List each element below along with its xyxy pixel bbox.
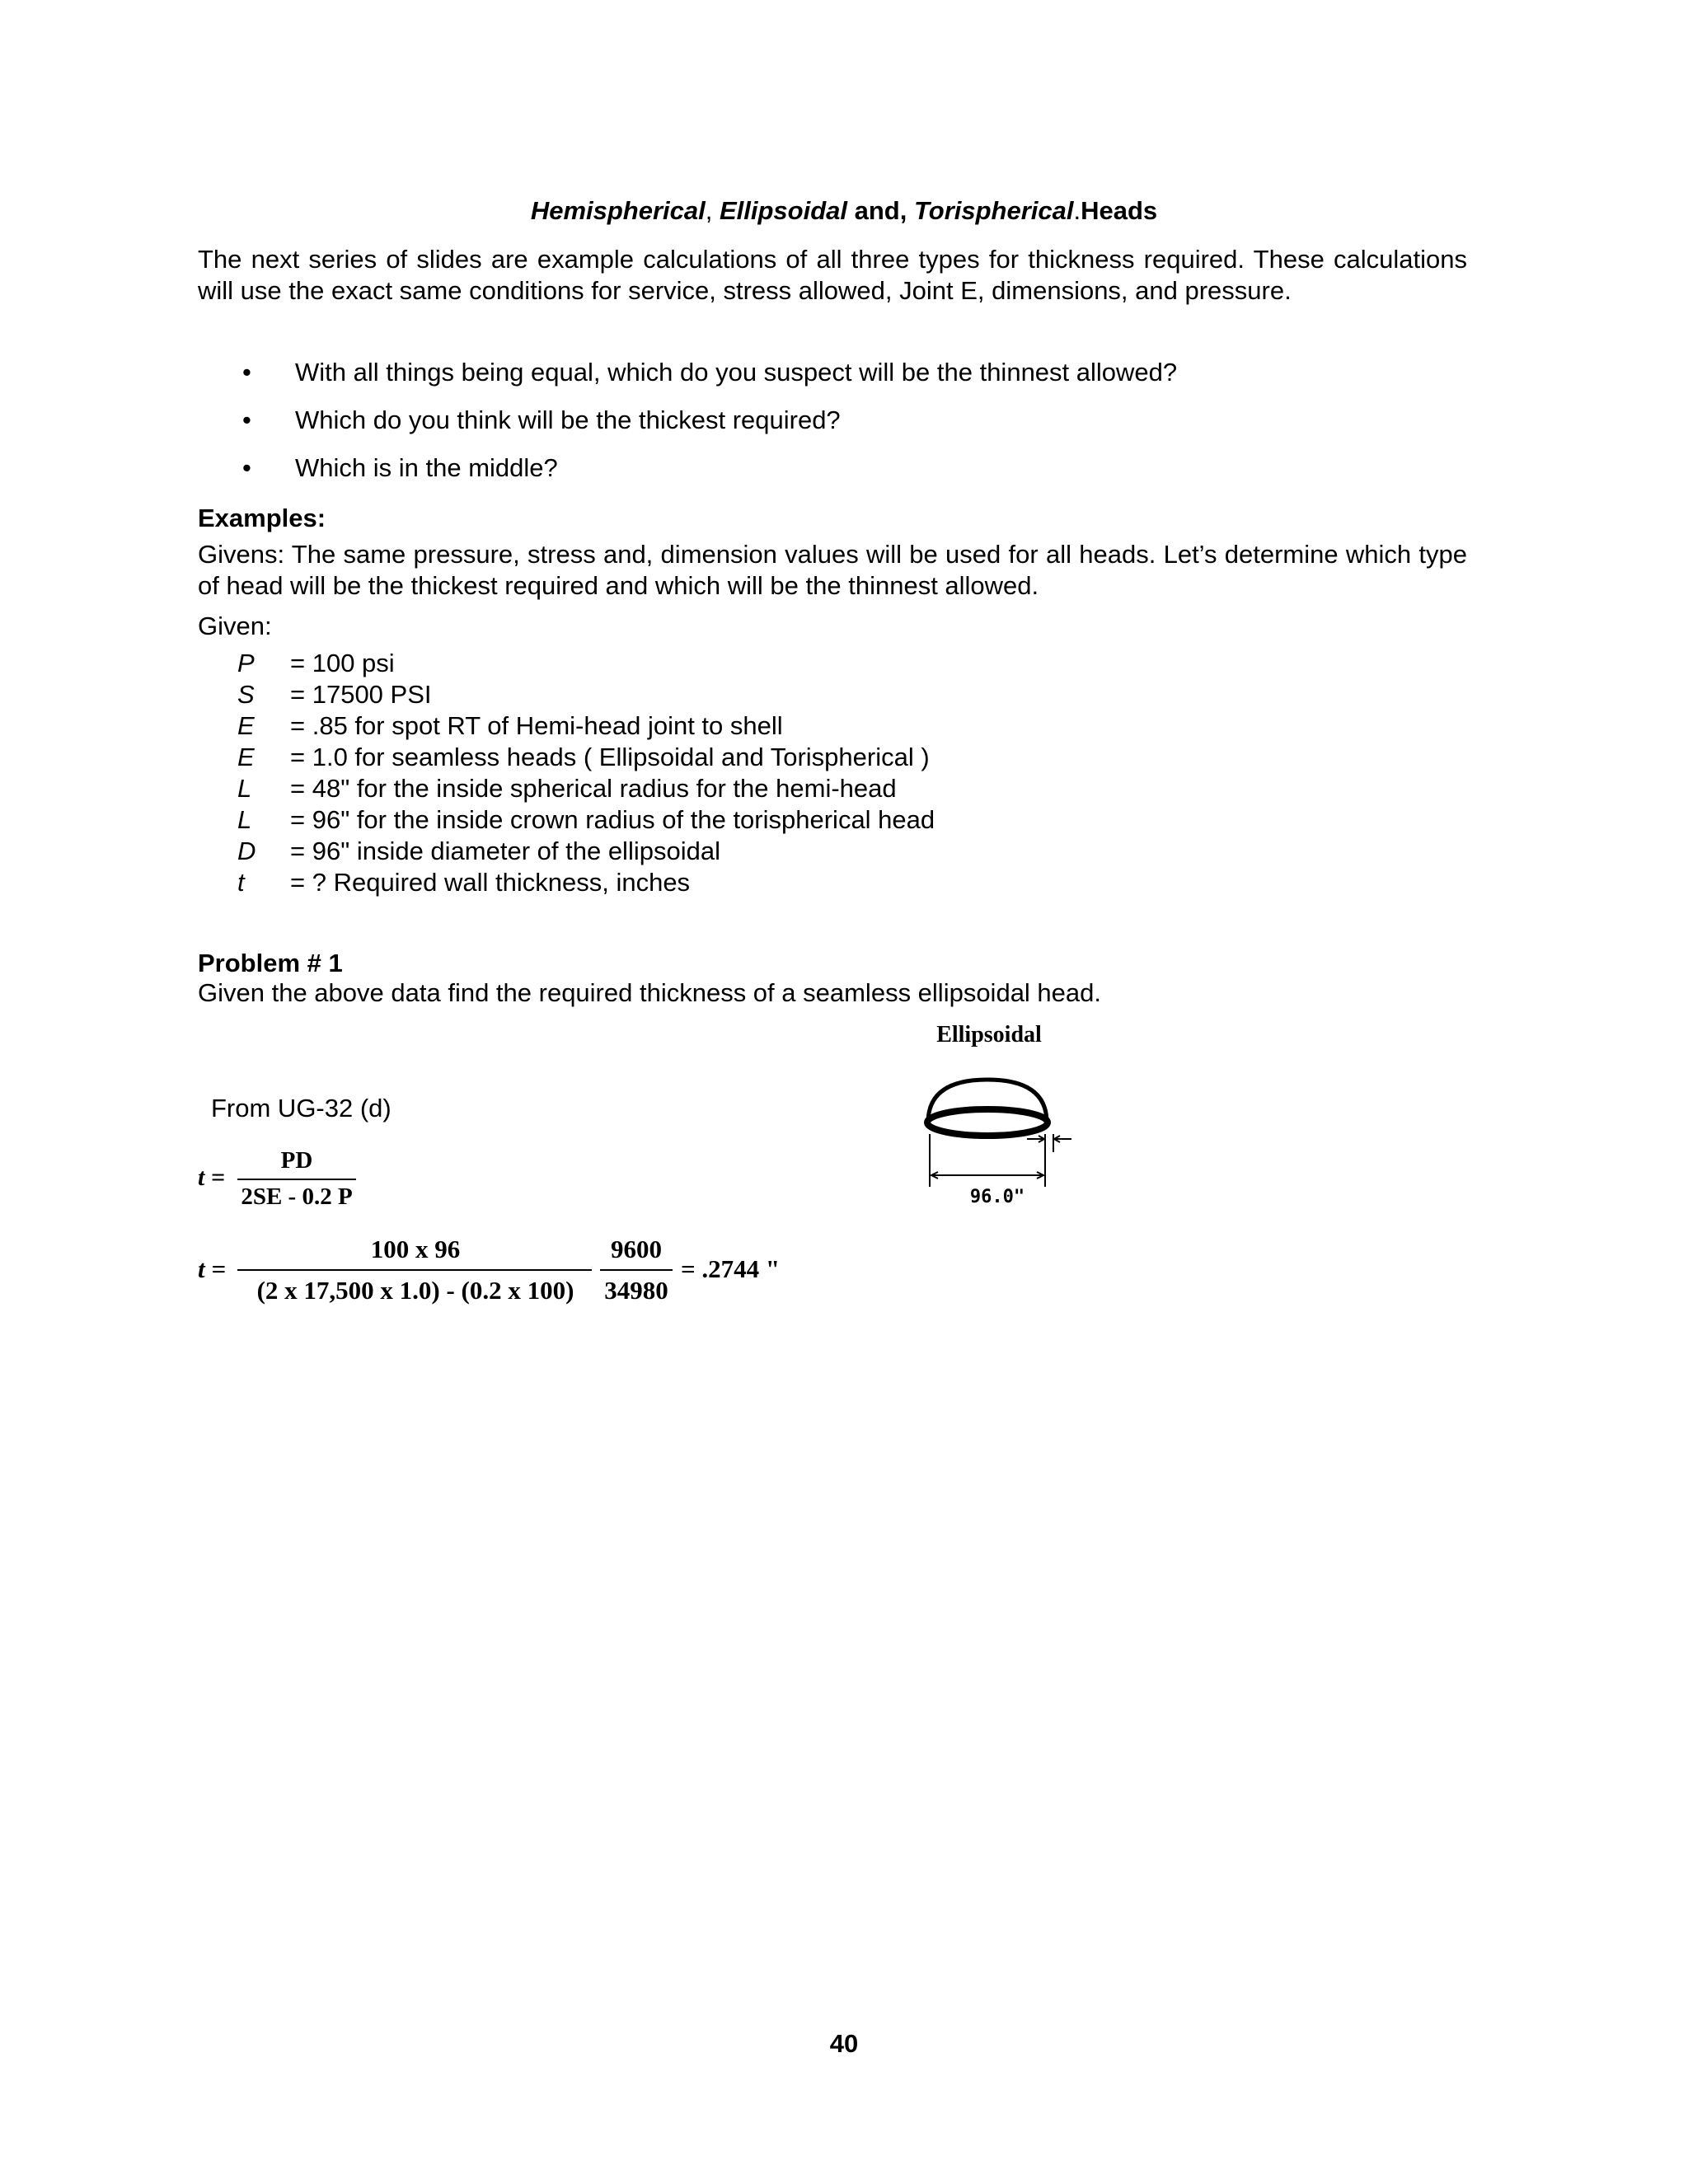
calc-fraction-bar xyxy=(237,1269,592,1271)
given-label: Given: xyxy=(198,612,272,640)
given-def: = 96" for the inside crown radius of the torispherical head xyxy=(290,805,935,834)
problem-heading: Problem # 1 xyxy=(198,949,343,977)
formula-denominator: 2SE - 0.2 P xyxy=(241,1183,353,1210)
calc-numerator: 100 x 96 xyxy=(370,1235,461,1263)
title-sep-1: , xyxy=(705,196,720,225)
given-var: L xyxy=(237,805,252,834)
diagram-dimension-label: 96.0" xyxy=(969,1187,1025,1207)
calc-result: = .2744 " xyxy=(681,1254,781,1283)
given-def: = 96" inside diameter of the ellipsoidal xyxy=(290,837,720,865)
given-var: L xyxy=(237,774,252,803)
title-hemispherical: Hemispherical xyxy=(530,196,706,225)
given-var: E xyxy=(237,711,255,740)
given-def: = 48" for the inside spherical radius for the hemi-head xyxy=(290,774,897,803)
page-number: 40 xyxy=(829,2029,859,2058)
given-def: = ? Required wall thickness, inches xyxy=(290,868,691,897)
page-title xyxy=(0,196,1688,226)
title-heads: Heads xyxy=(1081,196,1158,225)
problem-text: Given the above data find the required thickness of a seamless ellipsoidal head. xyxy=(198,978,1102,1007)
bullet-symbol: • xyxy=(242,405,251,434)
given-var: S xyxy=(237,680,255,709)
calc-denominator: (2 x 17,500 x 1.0) - (0.2 x 100) xyxy=(256,1276,574,1305)
bullet-item: Which do you think will be the thickest required? xyxy=(295,405,841,434)
calc-denominator-2: 34980 xyxy=(604,1276,668,1305)
bullet-item: With all things being equal, which do you suspect will be the thinnest allowed? xyxy=(295,358,1178,387)
calc-numerator-2: 9600 xyxy=(611,1235,662,1263)
title-ellipsoidal: Ellipsoidal xyxy=(719,196,848,225)
from-reference: From UG-32 (d) xyxy=(211,1094,392,1122)
given-def: = .85 for spot RT of Hemi-head joint to shell xyxy=(290,711,783,740)
bullet-item: Which is in the middle? xyxy=(295,453,558,482)
examples-heading: Examples: xyxy=(198,504,326,532)
title-sep-2: and, xyxy=(847,196,914,225)
formula-fraction-bar xyxy=(237,1179,356,1180)
given-var: E xyxy=(237,743,255,771)
given-var: P xyxy=(237,649,255,677)
calc-fraction-bar-2 xyxy=(600,1269,673,1271)
given-def: = 100 psi xyxy=(290,649,395,677)
formula-lhs: t = xyxy=(198,1164,225,1191)
calc-lhs: t = xyxy=(198,1254,227,1283)
given-def: = 17500 PSI xyxy=(290,680,432,709)
bullet-symbol: • xyxy=(242,358,251,387)
formula-numerator: PD xyxy=(280,1147,313,1174)
givens-paragraph: Givens: The same pressure, stress and, dimension values will be used for all heads. Let’s determine which type of head will be the thickest required and which will be the thinnest allowed. xyxy=(198,540,1467,600)
title-sep-3: . xyxy=(1073,196,1081,225)
given-var: D xyxy=(237,837,256,865)
intro-paragraph: The next series of slides are example calculations of all three types for thickness required. These calculations will use the exact same conditions for service, stress allowed, Joint E, dimensions, and pressure. xyxy=(198,245,1467,305)
title-torispherical: Torispherical xyxy=(913,196,1074,225)
diagram-title: Ellipsoidal xyxy=(936,1022,1042,1047)
given-def: = 1.0 for seamless heads ( Ellipsoidal and Torispherical ) xyxy=(290,743,930,771)
bullet-symbol: • xyxy=(242,453,251,482)
given-var: t xyxy=(237,868,245,897)
